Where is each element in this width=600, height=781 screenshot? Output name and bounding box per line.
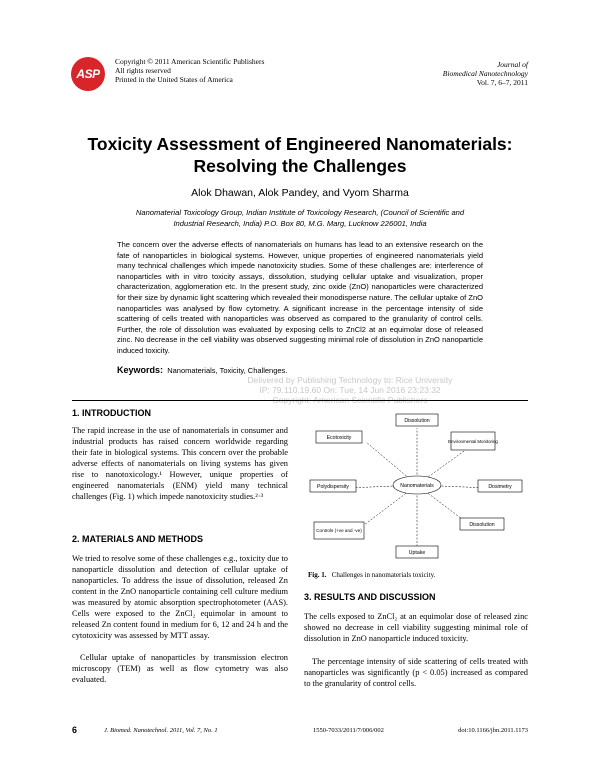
copyright-notice [115, 57, 264, 84]
keywords-label: Keywords: [117, 365, 164, 375]
page-number: 6 [72, 725, 78, 735]
affiliation-line: Nanomaterial Toxicology Group, Indian Institute of Toxicology Research, (Council of Scientific and [135, 208, 465, 217]
affiliation [0, 207, 600, 229]
intro-heading: 1. INTRODUCTION [72, 408, 152, 418]
authors: Alok Dhawan, Alok Pandey, and Vyom Sharma [191, 187, 409, 199]
journal-info [443, 60, 528, 87]
caption-text: Challenges in nanomaterials toxicity. [331, 571, 436, 579]
results-heading: 3. RESULTS AND DISCUSSION [304, 592, 436, 602]
figure-caption [308, 571, 435, 579]
journal-volume: Vol. 7, 6–7, 2011 [476, 78, 528, 87]
keywords [117, 365, 287, 375]
node-label: Dissolution [404, 418, 430, 424]
copyright-line: Copyright © 2011 American Scientific Publishers [115, 57, 265, 66]
node-label: Ecotoxicity [326, 435, 352, 441]
figure-1 [308, 408, 526, 568]
footer-issn: 1550-7033/2011/7/006/002 [313, 727, 384, 734]
watermark-line: Delivered by Publishing Technology to: Rice University [247, 375, 453, 385]
results-text: The percentage intensity of side scattering of cells treated with nanoparticles was significantly (p < 0.05) increased as compared to the granularity of control cells. [304, 657, 528, 688]
watermark-line: Copyright: American Scientific Publishers [272, 395, 428, 405]
affiliation-line: Industrial Research, India) P.O. Box 80, M.G. Marg, Lucknow 226001, India [173, 219, 427, 228]
abstract: The concern over the adverse effects of nanomaterials on humans has lead to an extensive research on the fate of nanoparticles in biological systems. However, unique properties of engineered nanomaterials yield many technical challenges which impede nanotoxicity studies. Some of these challenges are: interference of nanoparticles with in vitro toxicity assays, dissolution, studying cellular uptake and visualization, proper characterization, agglomeration etc. In the present study, zinc oxide (ZnO) nanoparticles were characterized for their size by dynamic light scattering which revealed their monodisperse nature. The cellular uptake of ZnO nanoparticles was analysed by flow cytometry. A significant increase in the percentage intensity of side scattering of cells treated with nanoparticles was observed as compared to the granularity of control cells. Further, the role of dissolution was evaluated by exposing cells to ZnCl2 at an equimolar dose of released zinc. No decrease in the cell viability was observed suggesting minimal role of dissolution in ZnO nanoparticle induced toxicity. [117, 240, 483, 355]
title-line: Toxicity Assessment of Engineered Nanomaterials: [87, 134, 513, 154]
watermark-line: IP: 79.110.19.60 On: Tue, 14 Jun 2016 23:23:32 [259, 385, 441, 395]
paper-title [0, 133, 600, 177]
methods-text: Cellular uptake of nanoparticles by transmission electron microscopy (TEM) as well as flow cytometry was also evaluated. [72, 653, 288, 684]
footer-doi: doi:10.1166/jbn.2011.1173 [458, 727, 528, 734]
node-label: Dosimetry [488, 484, 512, 490]
challenges-diagram [308, 408, 526, 568]
copyright-line: All rights reserved [115, 66, 171, 75]
caption-label: Fig. 1. [308, 571, 327, 579]
node-label: Dissolution [469, 522, 495, 528]
journal-line: Journal of [496, 60, 528, 69]
intro-text: The rapid increase in the use of nanomaterials in consumer and industrial products has raised concern worldwide regarding their fate in biological systems. This concern over the probable adverse effects of nanomaterials on living systems has given rise to nanotoxicology.¹ However, unique properties of engineered nanomaterials (ENM) yield many technical challenges (Fig. 1) which impede nanotoxicity studies.²·³ [72, 426, 288, 501]
journal-name: Biomedical Nanotechnology [442, 69, 528, 78]
node-label: Controls (+ve and -ve) [316, 528, 362, 533]
node-label: Environmental Monitoring [448, 439, 498, 444]
methods-heading: 2. MATERIALS AND METHODS [72, 534, 204, 544]
section-divider [72, 400, 528, 401]
node-label: Uptake [408, 550, 426, 556]
results-text: The cells exposed to ZnCl₂ at an equimolar dose of released zinc showed no decrease in cell viability suggesting minimal role of dissolution in ZnO nanoparticle induced toxicity. [304, 612, 528, 643]
methods-text: We tried to resolve some of these challenges e.g., toxicity due to nanoparticle dissolution and detection of cellular uptake of nanoparticles. To address the issue of dissolution, released Zn content in the ZnO nanoparticle containing cell culture medium was measured by atomic absorption spectrophotometer (AAS). Cells were exposed to the ZnCl₂ equimolar in amount to released Zn content found in medium for 6, 12 and 24 h and the cytotoxicity was assessed by MTT assay. [72, 554, 288, 640]
publisher-logo: ASP [71, 57, 105, 91]
title-line: Resolving the Challenges [193, 156, 407, 176]
center-label: Nanomaterials [400, 483, 434, 489]
footer-citation: J. Biomed. Nanotechnol. 2011, Vol. 7, No. 1 [104, 727, 218, 734]
node-label: Polydispersity [316, 484, 350, 490]
copyright-line: Printed in the United States of America [115, 75, 233, 84]
keywords-list: Nanomaterials, Toxicity, Challenges. [167, 366, 288, 375]
